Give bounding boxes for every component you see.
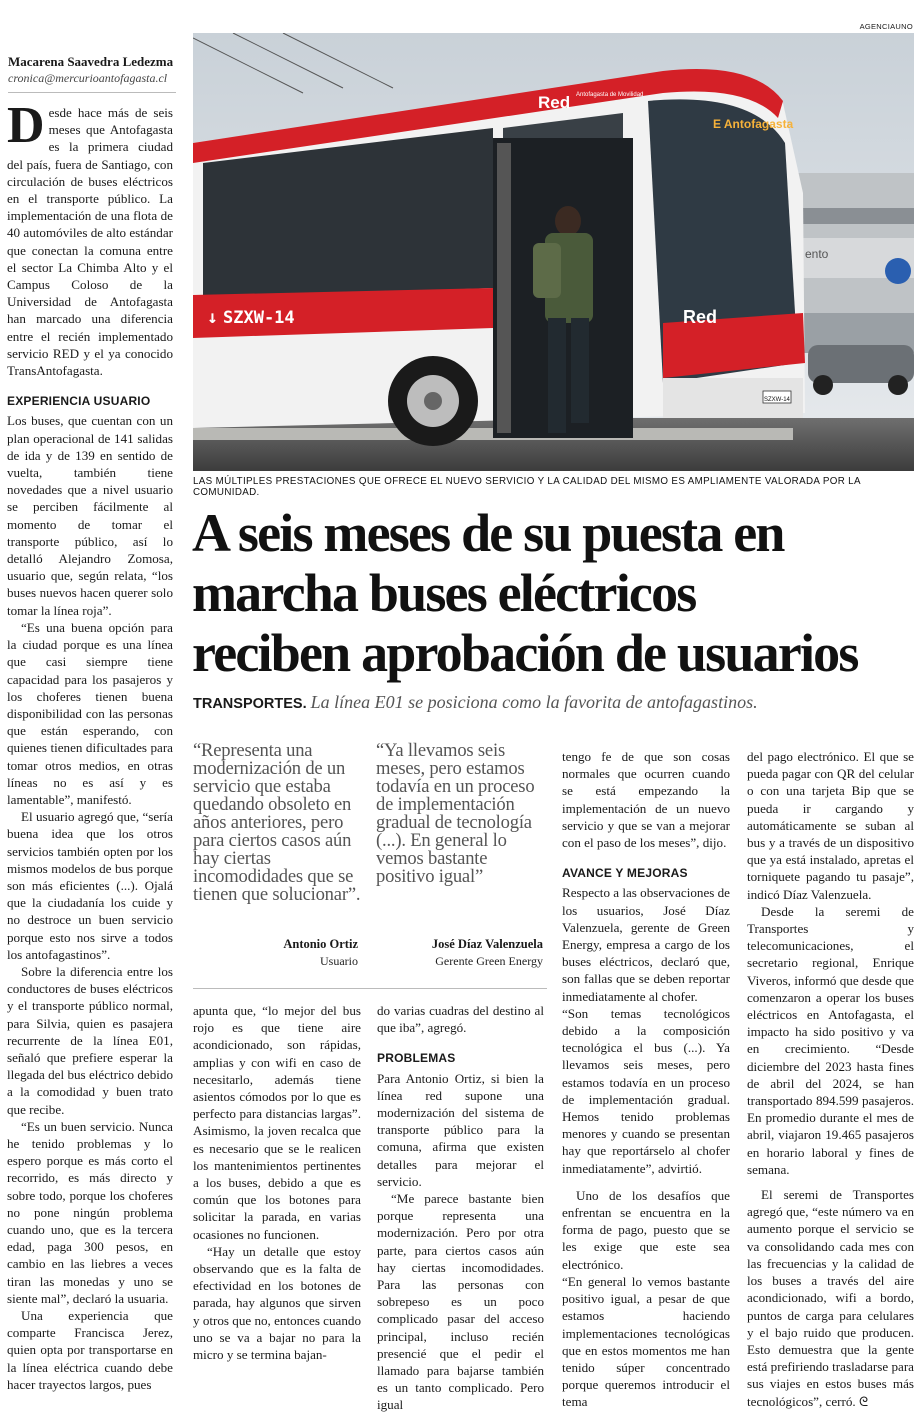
column-4 — [562, 748, 730, 1411]
drop-cap: D — [7, 97, 45, 154]
paragraph: apunta que, “lo mejor del bus rojo es que tiene aire acondicionado, son rápidas, amplias y con wifi en caso de necesitarlo, además tiene asientos cómodos por lo que es perfecto para distancias largas”. Asimismo, la joven recalca que es necesario que se le realicen los mantenimientos pertinentes a los buses, debido a que es común que los botones para solicitar la parada, en varias ocasiones no funcionen. — [193, 1003, 361, 1242]
deck: La línea E01 se posiciona como la favorita de antofagastinos. — [310, 692, 758, 712]
paragraph: “Son temas tecnológicos debido a la composición tecnológica el bus (...). Ya llevamos seis meses, pero estamos todavía en un proceso de implementación gradual. Hemos tenido problemas menores y cuando se presentan hay que reportárselo al chofer inmediatamente”, advirtió. — [562, 1005, 730, 1176]
svg-text:↓: ↓ — [207, 307, 218, 328]
closing-text: El seremi de Transportes agregó que, “este número va en aumento porque el servicio se va consolidando cada mes con las frecuencias y la calidad de los buses a través del aire acondicionado, wifi a bordo, puntos de carga para celulares y el bajo ruido que producen. Esto demuestra que la gente está prefiriendo trasladarse para sus viajes en estos buses más tecnológicos”, cerró. — [747, 1187, 914, 1409]
destination-sign: E Antofagasta — [713, 117, 794, 131]
quote-2-role: Gerente Green Energy — [435, 954, 543, 968]
bus-photo — [193, 33, 914, 471]
bus-brand-front: Red — [683, 307, 718, 327]
lead-paragraph — [7, 97, 173, 379]
quote-2-name: José Díaz Valenzuela — [431, 937, 543, 951]
author-email[interactable]: cronica@mercurioantofagasta.cl — [8, 71, 168, 85]
paragraph: Desde la seremi de Transportes y telecomunicaciones, el secretario regional, Enrique Viveros, informó que desde que comenzaron a operar los buses eléctricos en Antofagasta, el impacto ha sido positivo y va en crecimiento. “Desde diciembre del 2023 hasta fines de abril del 2024, se han transportado 894.599 pasajeros. En promedio durante el mes de abril, viajaron 19.465 pasajeros en horario laboral y fines de semana. — [747, 903, 914, 1177]
bus-brand-sub: Antofagasta de Movilidad — [576, 92, 644, 98]
paragraph: Los buses, que cuentan con un plan operacional de 141 salidas de ida y de 139 en sentido de vuelta, también tiene novedades que a nivel usuario se perciben fácilmente al momento de tomar el transporte público, así lo detalló Alejandro Zomosa, usuario que, según relata, “los buses nuevos hacen querer solo tomar la línea roja”. — [7, 413, 173, 618]
subhead-experiencia: EXPERIENCIA USUARIO — [7, 394, 151, 409]
route-label: SZXW-14 — [223, 308, 295, 328]
paragraph: Para Antonio Ortiz, si bien la línea red supone una modernización del sistema de transporte público para la comuna, afirma que existen detalles para mejorar el servicio. — [377, 1070, 544, 1189]
bus-brand-top: Red — [538, 93, 571, 112]
paragraph: Uno de los desafíos que enfrentan se encuentra en la forma de pago, puesto que se les exige que este sea electrónico. — [562, 1187, 730, 1272]
paragraph: “En general lo vemos bastante positivo igual, a pesar de que estamos haciendo implementaciones tecnológicas que en estos momentos me han tenido súper concentrado porque queremos introducir el tema — [562, 1273, 730, 1410]
photo-credit: AGENCIAUNO — [859, 22, 913, 31]
author-name: Macarena Saavedra Ledezma — [8, 54, 174, 69]
paragraph: “Me parece bastante bien porque representa una modernización. Pero por otra parte, para ciertos casos aún hay ciertas incomodidades. Para las personas con sobrepeso es un poco complicado pasar del acceso principal, incluso recién presencié que el pedir el llamado para bajarse también es un tanto complicado. Pero igual — [377, 1191, 544, 1413]
paragraph: “Es un buen servicio. Nunca he tenido problemas y lo espero porque es más corto el recorrido, es más directo y sobre todo, porque los choferes no pone ningún problema cuando uno, que es la tercera edad, paga 300 pesos, en cambio en las liebres a veces tiran las monedas y uno se siente mal”, declaró la usuaria. — [7, 1118, 173, 1306]
headline-line-2: marcha buses eléctricos — [192, 563, 696, 623]
headline-line-3: reciben aprobación de usuarios — [192, 623, 858, 683]
paragraph: Respecto a las observaciones de los usuarios, José Díaz Valenzuela, gerente de Green Energy, empresa a cargo de los buses eléctricos, declaró que, son fallas que se deben reportar inmediatamente al chofer. — [562, 885, 730, 1004]
paragraph: del pago electrónico. El que se pueda pagar con QR del celular o con una tarjeta Bip que se pueda ir cargando y automáticamente se suban al bus y a través de un dispositivo que ya está instalado, apretas el torniquete pagando tu pasaje”, indicó Díaz Valenzuela. — [747, 749, 914, 902]
paragraph: “Es una buena opción para la ciudad porque es una línea que casi siempre tiene capacidad para los pasajeros y los choferes tienen buena disponibilidad con las personas que están esperando, con quienes tienen dificultades para tomar otros medios, en otras líneas no es así y es lamentable”, manifestó. — [7, 619, 173, 807]
photo-caption: LAS MÚLTIPLES PRESTACIONES QUE OFRECE EL NUEVO SERVICIO Y LA CALIDAD DEL MISMO ES AMPLIAMENTE VALORADA POR LA COMUNIDAD. — [193, 476, 861, 498]
paragraph: Una experiencia que comparte Francisca Jerez, quien opta por transportarse en la línea eléctrica cuando debe hacer trayectos largos, pues — [7, 1308, 173, 1392]
column-1 — [7, 97, 173, 1393]
paragraph: do varias cuadras del destino al que iba”, agregó. — [377, 1003, 544, 1036]
quote-1-role: Usuario — [320, 954, 358, 968]
svg-text:ento: ento — [805, 247, 829, 261]
quote-1-name: Antonio Ortiz — [283, 937, 358, 951]
column-2 — [193, 1002, 361, 1363]
quote-text: “Ya llevamos seis meses, pero estamos todavía en un proceso de implementación gradual de tecnología (...). En general lo vemos bastante positivo igual” — [376, 740, 535, 887]
quote-text: “Representa una modernización de un servicio que estaba quedando obsoleto en años anteriores, pero para ciertos casos aún hay ciertas incomodidades que se tienen que solucionar”. — [193, 740, 361, 905]
column-3 — [377, 1002, 544, 1414]
quote-divider — [193, 988, 547, 989]
end-mark-icon: ᘓ — [858, 1393, 869, 1409]
paragraph: tengo fe de que son cosas normales que ocurren cuando se está empezando la implementación de un nuevo servicio y que se van a mejorar con el paso de los meses”, dijo. — [562, 749, 730, 851]
headline-line-1: A seis meses de su puesta en — [192, 503, 784, 563]
paragraph: “Hay un detalle que estoy observando que es la falta de efectividad en los botones de parada, hay algunos que sirven y otros que no, entonces cuando uno se va a bajar no para la micro y se termina bajan- — [193, 1243, 361, 1363]
license-plate: SZXW-14 — [764, 397, 790, 403]
subhead-problemas: PROBLEMAS — [377, 1051, 456, 1066]
pull-quote-2 — [376, 742, 546, 886]
headline — [192, 503, 917, 683]
paragraph — [747, 1186, 914, 1410]
paragraph: Sobre la diferencia entre los conductores de buses eléctricos y el transporte público normal, para Silvia, quien es pasajera recurrente de la línea E01, señaló que prefiere esperar la llegada del bus eléctrico debido a la comodidad y buen trato que recibe. — [7, 963, 173, 1117]
paragraph: El usuario agregó que, “sería buena idea que los otros servicios también opten por los mismos modelos de bus porque son más eficientes (...). Ojalá que la ciudadanía los cuide y no destroce un buen servicio porque esto nos sirve a todos los antofagastinos”. — [7, 809, 173, 962]
lead-text: esde hace más de seis meses que Antofagasta es la primera ciudad del país, fuera de Santiago, con circulación de buses eléctricos en el transporte público. La implementación de una flota de 40 automóviles de alto estándar que conectan la comuna entre el sector La Chimba Alto y el Campus Coloso de la Universidad de Antofagasta han marcado una diferencia entre el recién implementado servicio RED y el ya conocido TransAntofagasta. — [7, 105, 173, 379]
subhead-avance: AVANCE Y MEJORAS — [562, 866, 688, 881]
section-kicker: TRANSPORTES. — [193, 696, 307, 712]
byline-divider — [8, 92, 176, 93]
pull-quote-1 — [193, 742, 361, 904]
subheading — [193, 692, 914, 713]
column-5 — [747, 748, 914, 1410]
